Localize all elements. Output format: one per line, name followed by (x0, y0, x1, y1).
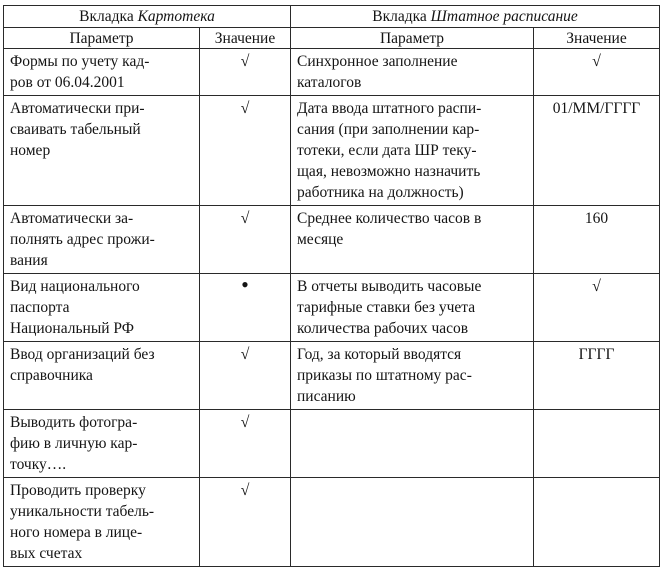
tab-prefix: Вкладка (79, 8, 138, 25)
param-text-line: ного номера в лице- (10, 524, 143, 541)
param-text-line: справочника (10, 367, 93, 384)
kartoteka-param-cell (4, 206, 200, 274)
param-text-line: точку…. (10, 456, 67, 473)
table-row (4, 49, 660, 96)
param-text-line: Автоматически за- (10, 210, 134, 227)
param-text-line: номер (10, 142, 51, 159)
param-text-line: уникальности табель- (10, 503, 155, 520)
param-text-line: Формы по учету кад- (10, 53, 150, 70)
value-cell (200, 478, 291, 567)
shtatnoe-param-cell (291, 342, 534, 410)
tab-prefix: Вкладка (372, 8, 431, 25)
param-text-line: Ввод организаций без (10, 346, 155, 363)
value-cell (534, 478, 660, 567)
value-cell (200, 342, 291, 410)
value-cell (534, 206, 660, 274)
param-text-line: ров от 06.04.2001 (10, 74, 125, 91)
tab-header-kartoteka (4, 6, 291, 28)
shtatnoe-param-cell (291, 206, 534, 274)
param-text-line: вых счетах (10, 545, 83, 562)
param-text-line: писанию (297, 388, 356, 405)
column-header-row (4, 28, 660, 49)
param-text-line: щая, невозможно назначить (297, 163, 481, 180)
value-cell (200, 274, 291, 342)
param-text-line: сваивать табельный (10, 121, 141, 138)
shtatnoe-param-cell (291, 410, 534, 478)
checkmark-icon: √ (240, 346, 250, 363)
tab-name: Картотека (137, 8, 215, 25)
param-text-line: вания (10, 252, 48, 269)
value-cell (534, 49, 660, 96)
param-text-line: Проводить проверку (10, 482, 146, 499)
checkmark-icon: √ (240, 100, 250, 117)
param-text-line: количества рабочих часов (297, 320, 469, 337)
param-text-line: Автоматически при- (10, 100, 145, 117)
param-text-line: сания (при заполнении кар- (297, 121, 480, 138)
table-row (4, 342, 660, 410)
shtatnoe-param-cell (291, 49, 534, 96)
column-header-param: Параметр (4, 28, 200, 49)
checkmark-icon: √ (240, 414, 250, 431)
value-cell (200, 206, 291, 274)
tab-header-shtatnoe (291, 6, 660, 28)
param-text-line: Синхронное заполнение (297, 53, 458, 70)
kartoteka-param-cell (4, 410, 200, 478)
tab-name: Штатное расписание (430, 8, 578, 25)
checkmark-icon: √ (240, 482, 250, 499)
value-text: ГГГГ (578, 346, 615, 363)
checkmark-icon: √ (240, 53, 250, 70)
param-text-line: Дата ввода штатного распи- (297, 100, 482, 117)
param-text-line: В отчеты выводить часовые (297, 278, 482, 295)
param-text-line: тотеки, если дата ШР теку- (297, 142, 477, 159)
param-text-line: работника на должность) (297, 184, 464, 201)
param-text-line: приказы по штатному рас- (297, 367, 472, 384)
value-cell (200, 96, 291, 206)
table-row (4, 410, 660, 478)
column-header-param: Параметр (291, 28, 534, 49)
value-cell (200, 410, 291, 478)
kartoteka-param-cell (4, 96, 200, 206)
column-header-value: Значение (200, 28, 291, 49)
param-text-line: Среднее количество часов в (297, 210, 482, 227)
bullet-icon: • (241, 272, 249, 297)
shtatnoe-param-cell (291, 96, 534, 206)
param-text-line: Год, за который вводятся (297, 346, 462, 363)
param-text-line: месяце (297, 231, 344, 248)
value-text: 160 (584, 210, 609, 227)
checkmark-icon: √ (592, 53, 601, 70)
shtatnoe-param-cell (291, 274, 534, 342)
value-cell (534, 96, 660, 206)
column-header-value: Значение (534, 28, 660, 49)
value-cell (534, 410, 660, 478)
kartoteka-param-cell (4, 49, 200, 96)
param-text-line: паспорта (10, 299, 70, 316)
kartoteka-param-cell (4, 478, 200, 567)
param-text-line: фию в личную кар- (10, 435, 138, 452)
checkmark-icon: √ (240, 210, 250, 227)
value-text: 01/ММ/ГГГГ (552, 100, 641, 117)
param-text-line: полнять адрес прожи- (10, 231, 155, 248)
value-cell (534, 342, 660, 410)
value-cell (534, 274, 660, 342)
table-row (4, 274, 660, 342)
kartoteka-param-cell (4, 342, 200, 410)
kartoteka-param-cell (4, 274, 200, 342)
param-text-line: каталогов (297, 74, 362, 91)
table-row (4, 96, 660, 206)
param-text-line: Выводить фотогра- (10, 414, 138, 431)
tab-header-row (4, 6, 660, 28)
settings-table (3, 5, 660, 567)
value-cell (200, 49, 291, 96)
shtatnoe-param-cell (291, 478, 534, 567)
table-row (4, 206, 660, 274)
param-text-line: Национальный РФ (10, 320, 135, 337)
checkmark-icon: √ (592, 278, 601, 295)
param-text-line: Вид национального (10, 278, 140, 295)
table-body (4, 49, 660, 567)
param-text-line: тарифные ставки без учета (297, 299, 476, 316)
table-row (4, 478, 660, 567)
